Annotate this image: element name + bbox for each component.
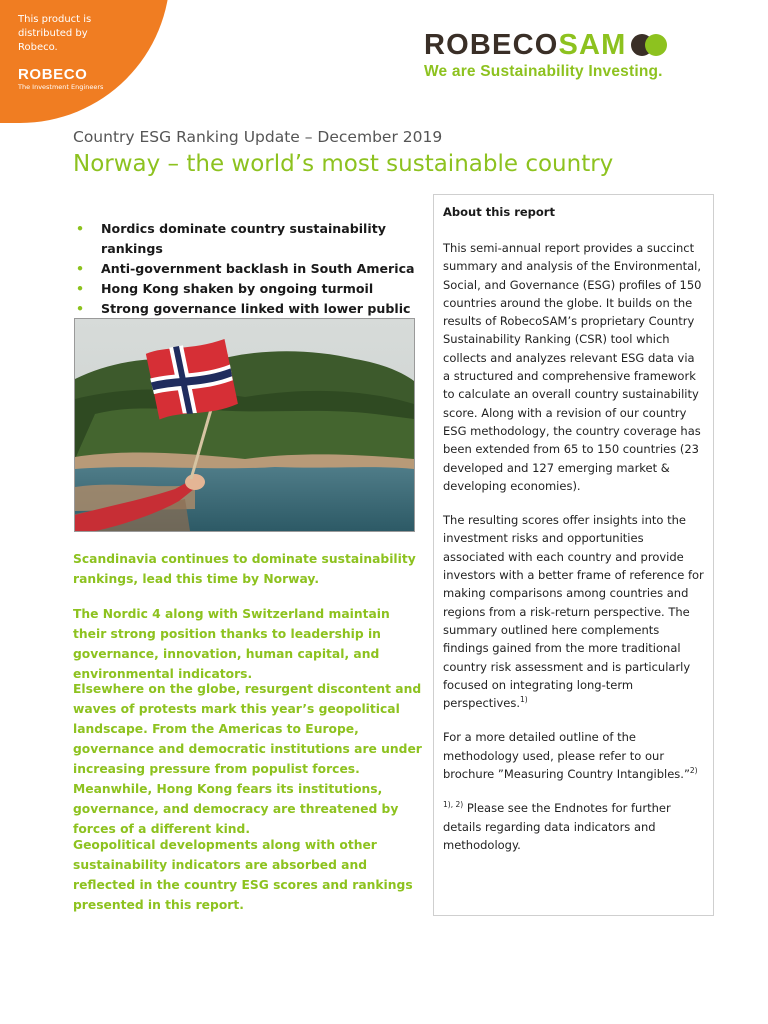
logo-word-robeco: ROBECO: [424, 29, 559, 61]
robecosam-logo: [424, 29, 669, 81]
highlight-item: • Strong governance linked with lower public: [73, 299, 423, 339]
highlight-item: • Anti-government backlash in South America: [73, 259, 423, 279]
about-heading: About this report: [443, 205, 555, 219]
logo-word-sam: SAM: [558, 29, 627, 61]
about-report-box: [433, 194, 714, 916]
highlight-item: • Hong Kong shaken by ongoing turmoil: [73, 279, 423, 299]
logo-tagline: We are Sustainability Investing.: [424, 63, 663, 80]
body-paragraph: Geopolitical developments along with other sustainability indicators are absorbed and reflected in the country ESG scores and rankings presented in this report.: [73, 838, 413, 912]
footnote-text: Please see the Endnotes for further details regarding data indicators and methodology.: [443, 801, 671, 852]
about-paragraph-text: The resulting scores offer insights into the investment risks and opportunities associated with each country and provide investors with a better frame of reference for making comparisons among countries and regions from a risk-return perspective. The summary outlined here complements findings gained from the more traditional country risk assessment and is particularly focused on integrating long-term perspectives.: [443, 513, 704, 711]
footnote-marker: 1), 2): [443, 800, 464, 810]
highlight-item: • Nordics dominate country sustainability rankings: [73, 219, 423, 259]
footnote-ref: 2): [689, 766, 698, 776]
robeco-brand: ROBECO: [18, 66, 88, 83]
body-paragraph: Elsewhere on the globe, resurgent discontent and waves of protests mark this year’s geopolitical landscape. From the Americas to Europe, governance and democratic institutions are under increasing pressure from populist forces. Meanwhile, Hong Kong fears its institutions, governance, and democracy are threatened by forces of a different kind.: [73, 682, 422, 836]
distributor-block: [18, 13, 128, 91]
body-paragraph: The Nordic 4 along with Switzerland maintain their strong position thanks to leadership in governance, innovation, human capital, and environmental indicators.: [73, 607, 390, 681]
about-paragraph: This semi-annual report provides a succinct summary and analysis of the Environmental, Social, and Governance (ESG) profiles of 150 countries around the globe. It builds on the results of RobecoSAM’s proprietary Country Sustainability Ranking (CSR) tool which collects and analyzes relevant ESG data via a structured and comprehensive framework to calculate an overall country sustainability score. Along with a revision of our country ESG methodology, the country coverage has been extended from 65 to 150 countries (23 developed and 127 emerging market & developing economies).: [443, 241, 702, 493]
robeco-tagline: The Investment Engineers: [18, 83, 104, 91]
footnote-ref: 1): [520, 695, 528, 705]
about-paragraph-text: For a more detailed outline of the methodology used, please refer to our brochure ”Measuring Country Intangibles.”: [443, 730, 690, 782]
report-subtitle: Country ESG Ranking Update – December 2019: [73, 128, 443, 146]
norway-flag-photo: [74, 318, 415, 532]
logo-circles-icon: [631, 32, 669, 58]
about-footnote: [443, 799, 704, 854]
report-title: Norway – the world’s most sustainable country: [73, 151, 614, 177]
body-paragraph: Scandinavia continues to dominate sustainability rankings, lead this time by Norway.: [73, 552, 416, 586]
about-paragraph: [443, 511, 704, 712]
distributor-note: This product is distributed by Robeco.: [18, 14, 92, 53]
about-paragraph: [443, 728, 704, 783]
logo-wordmark: [424, 29, 669, 61]
